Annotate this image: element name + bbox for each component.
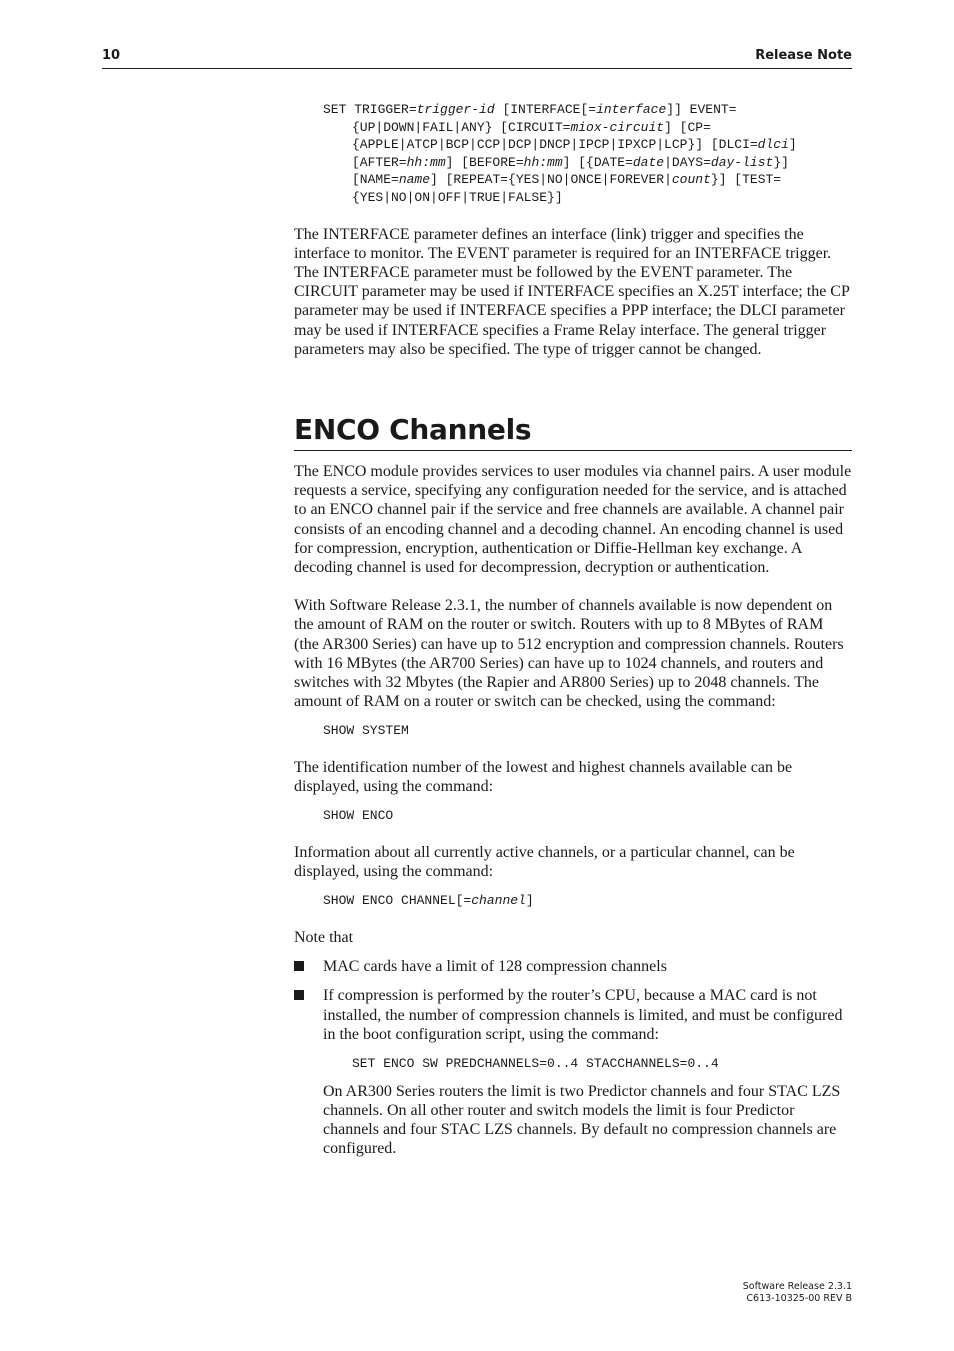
command-argument: date (632, 154, 665, 170)
command-token: ] [CP={APPLE|ATCP|BCP|CCP|DCP|DNCP|IPCP|IPXCP|LCP}] [DLCI= (352, 119, 758, 153)
command-argument: name (398, 172, 431, 188)
command-argument: count (671, 172, 711, 188)
page-number: 10 (102, 48, 121, 63)
command-token: }] [TEST={YES|NO|ON|OFF|TRUE|FALSE}] (352, 172, 782, 205)
command-token: }] [NAME= (352, 154, 789, 188)
footer-doc-id: C613-10325-00 REV B (746, 1292, 852, 1304)
show-system-command: SHOW SYSTEM (323, 723, 409, 739)
set-enco-command: SET ENCO SW PREDCHANNELS=0..4 STACCHANNELS=0..4 (352, 1056, 719, 1072)
header-rule (102, 68, 852, 69)
command-token: ] [AFTER= (352, 137, 797, 170)
command-token: ] [BEFORE= (445, 154, 524, 170)
active-channels-paragraph: Information about all currently active channels, or a particular channel, can be displayed, using the command: (294, 844, 795, 881)
command-token: |DAYS= (664, 154, 711, 170)
bullet-text-cpu-compression: If compression is performed by the router’s CPU, because a MAC card is not installed, the number of compression channels is limited, and must be configured in the boot configuration script, using the command: (323, 987, 843, 1043)
section-title: ENCO Channels (294, 413, 852, 451)
bullet-text-mac-cards: MAC cards have a limit of 128 compression channels (323, 958, 667, 976)
trigger-command-syntax (323, 101, 852, 207)
bullet-item (294, 986, 852, 1158)
ram-channels-paragraph: With Software Release 2.3.1, the number of channels available is now dependent on the amount of RAM on the router or switch. Routers with up to 8 MBytes of RAM (the AR300 Series) can have up to 512 encryption and compression channels. Routers with 16 MBytes (the AR700 Series) can have up to 1024 channels, and routers and switches with 32 Mbytes (the Rapier and AR800 Series) up to 2048 channels. The amount of RAM on a router or switch can be checked, using the command: (294, 597, 844, 711)
command-argument: day-list (710, 154, 774, 170)
command-token: SET TRIGGER= (323, 102, 417, 117)
command-argument: interface (596, 102, 667, 117)
show-enco-channel-argument: channel (471, 893, 526, 909)
command-argument: dlci (757, 137, 789, 153)
show-enco-channel-command (323, 892, 852, 910)
command-token: ] [REPEAT={YES|NO|ONCE|FOREVER| (430, 172, 672, 188)
command-token: ]] EVENT={UP|DOWN|FAIL|ANY} [CIRCUIT= (352, 102, 737, 135)
interface-paragraph: The INTERFACE parameter defines an interface (link) trigger and specifies the interface to monitor. The EVENT parameter is required for an INTERFACE trigger. The INTERFACE parameter must be followed by the EVENT parameter. The CIRCUIT parameter may be used if INTERFACE specifies an X.25T interface; the CP parameter may be used if INTERFACE specifies a PPP interface; the DLCI parameter may be used if INTERFACE specifies a Frame Relay interface. The general trigger parameters may also be specified. The type of trigger cannot be changed. (294, 225, 850, 358)
page-footer (743, 1281, 852, 1304)
command-argument: hh:mm (523, 154, 563, 170)
page-content (294, 101, 852, 1158)
square-bullet-icon (294, 961, 304, 971)
command-token: ] [{DATE= (562, 154, 633, 170)
show-enco-channel-suffix: ] (525, 893, 534, 909)
bullet-item (294, 957, 852, 976)
square-bullet-icon (294, 990, 304, 1000)
command-argument: trigger-id (416, 102, 495, 117)
show-enco-command: SHOW ENCO (323, 808, 394, 824)
channel-id-paragraph: The identification number of the lowest and highest channels available can be displayed, using the command: (294, 759, 793, 796)
running-title: Release Note (755, 48, 852, 63)
command-argument: miox-circuit (570, 119, 665, 135)
bullet-followup-paragraph: On AR300 Series routers the limit is two Predictor channels and four STAC LZS channels. On all other router and switch models the limit is four Predictor channels and four STAC LZS channels. By default no compression channels are configured. (323, 1082, 841, 1158)
enco-intro-paragraph: The ENCO module provides services to user modules via channel pairs. A user module requests a service, specifying any configuration needed for the service, and is attached to an ENCO channel pair if the service and free channels are available. A channel pair consists of an encoding channel and a decoding channel. An encoding channel is used for compression, encryption, authentication or Diffie-Hellman key exchange. A decoding channel is used for decompression, decryption or authentication. (294, 462, 852, 576)
footer-release: Software Release 2.3.1 (742, 1281, 852, 1292)
command-argument: hh:mm (406, 154, 446, 170)
note-intro: Note that (294, 929, 354, 947)
show-enco-channel-prefix: SHOW ENCO CHANNEL[= (323, 893, 472, 909)
command-token: [INTERFACE[= (494, 102, 597, 117)
